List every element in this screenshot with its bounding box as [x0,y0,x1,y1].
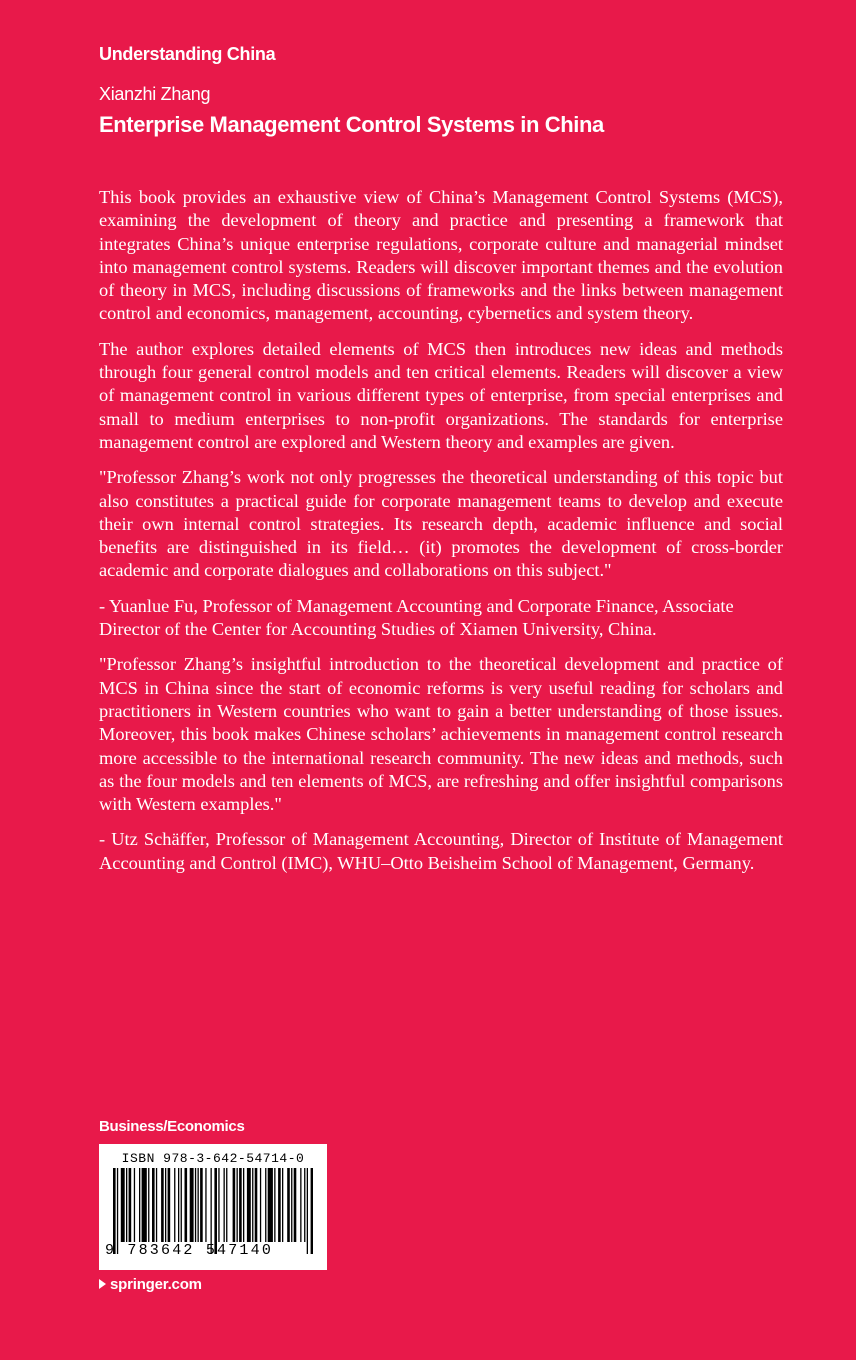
book-title: Enterprise Management Control Systems in China [99,112,604,137]
ean-digits: 9 783642 547140 [105,1242,274,1259]
book-description [99,186,783,887]
publisher-url: springer.com [110,1276,202,1293]
category-label: Business/Economics [99,1118,245,1135]
series-title: Understanding China [99,44,276,64]
description-paragraph-2: The author explores detailed elements of MCS then introduces new ideas and methods through four general control models and ten critical elements. Readers will discover a view of management control in various different types of enterprise, from special enterprises and small to medium enterprises to non-profit organizations. The standards for enterprise management control are explored and Western theory and examples are given. [99,338,783,452]
review-attribution-2: - Utz Schäffer, Professor of Management Accounting, Director of Institute of Management Accounting and Control (IMC), WHU–Otto Beisheim School of Management, Germany. [99,829,783,873]
isbn-number: ISBN 978-3-642-54714-0 [121,1151,305,1166]
publisher-link[interactable] [99,1276,202,1293]
author-name: Xianzhi Zhang [99,84,211,104]
review-quote-2: "Professor Zhang’s insightful introduction to the theoretical development and practice of MCS in China since the start of economic reforms is very useful reading for scholars and practitioners in Western countries who want to gain a better understanding of those issues. Moreover, this book makes Chinese scholars’ achievements in management control research more accessible to the international research community. The new ideas and methods, such as the four models and ten elements of MCS, are refreshing and offer insightful comparisons with Western examples." [99,654,783,815]
review-quote-1: "Professor Zhang’s work not only progresses the theoretical understanding of this topic but also constitutes a practical guide for corporate management teams to develop and execute their own internal control strategies. Its research depth, academic influence and social benefits are distinguished in its field… (it) promotes the development of cross-border academic and corporate dialogues and collaborations on this subject." [99,467,783,581]
description-paragraph-1: This book provides an exhaustive view of China’s Management Control Systems (MCS), examining the development of theory and practice and presenting a framework that integrates China’s unique enterprise regulations, corporate culture and managerial mindset into management control systems. Readers will discover important themes and the evolution of theory in MCS, including discussions of frameworks and the links between management control and economics, management, accounting, cybernetics and system theory. [99,187,783,324]
review-attribution-1: - Yuanlue Fu, Professor of Management Accounting and Corporate Finance, Associate Director of the Center for Accounting Studies of Xiamen University, China. [99,595,734,640]
arrow-right-icon [99,1279,106,1289]
barcode [99,1144,327,1270]
